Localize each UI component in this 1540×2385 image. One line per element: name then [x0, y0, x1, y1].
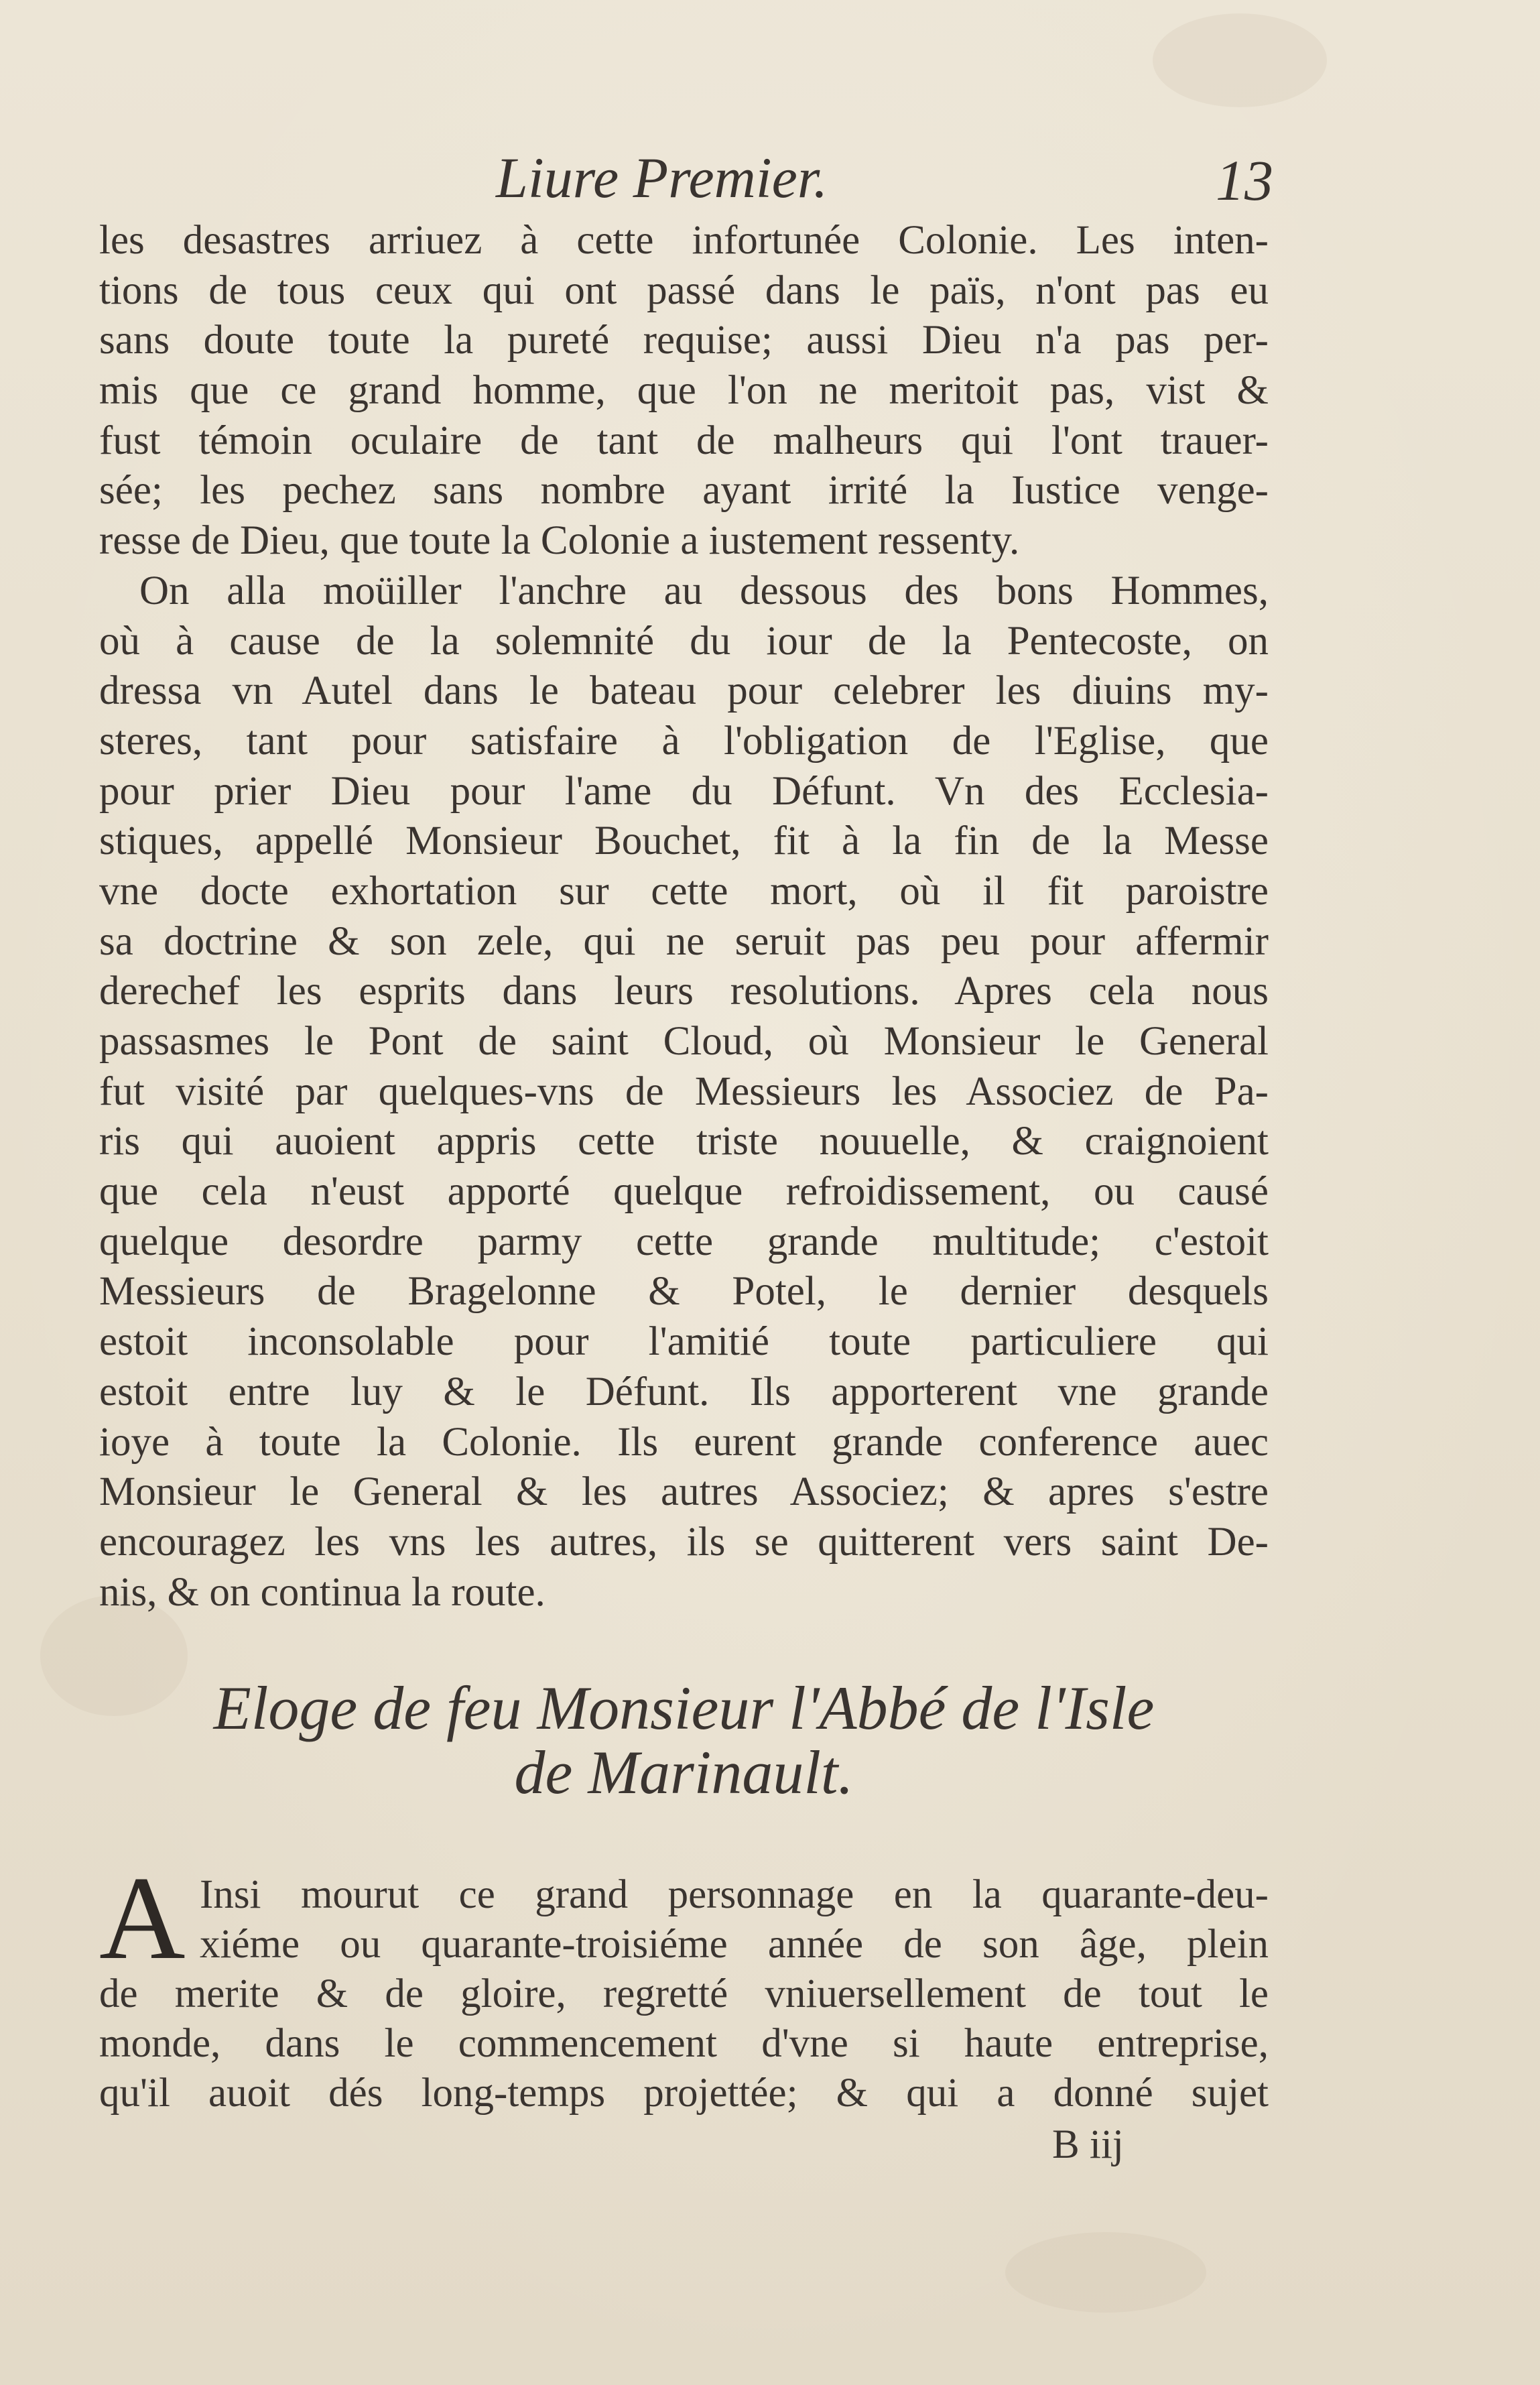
text-line: de merite & de gloire, regretté vniuersellement de tout le [99, 1971, 1269, 2016]
text-line: steres, tant pour satisfaire à l'obligation de l'Eglise, que [99, 718, 1269, 763]
text-line: tions de tous ceux qui ont passé dans le païs, n'ont pas eu [99, 267, 1269, 313]
drop-cap: A [99, 1851, 186, 1984]
text-line: dressa vn Autel dans le bateau pour celebrer les diuins my- [99, 668, 1269, 714]
text-line: sa doctrine & son zele, qui ne seruit pas peu pour affermir [99, 918, 1269, 964]
text-line: passasmes le Pont de saint Cloud, où Monsieur le General [99, 1019, 1269, 1064]
text-line: que cela n'eust apporté quelque refroidissement, ou causé [99, 1169, 1269, 1215]
text-line: Messieurs de Bragelonne & Potel, le dernier desquels [99, 1269, 1269, 1314]
text-line: ioye à toute la Colonie. Ils eurent grande conference auec [99, 1419, 1269, 1465]
text-line: où à cause de la solemnité du iour de la Pentecoste, on [99, 618, 1269, 664]
text-line: mis que ce grand homme, que l'on ne meritoit pas, vist & [99, 368, 1269, 414]
section-heading-line: de Marinault. [514, 1738, 854, 1807]
signature-mark: B iij [1052, 2122, 1124, 2167]
text-line: vne docte exhortation sur cette mort, où il fit paroistre [99, 868, 1269, 914]
text-line: On alla moüiller l'anchre au dessous des bons Hommes, [139, 568, 1269, 613]
text-line: sans doute toute la pureté requise; aussi Dieu n'a pas per- [99, 318, 1269, 363]
text-line: les desastres arriuez à cette infortunée Colonie. Les inten- [99, 218, 1269, 263]
text-line: Insi mourut ce grand personnage en la quarante-deu- [200, 1872, 1269, 1917]
closing-paragraph [99, 1851, 1269, 2118]
text-line: fut visité par quelques-vns de Messieurs les Associez de Pa- [99, 1068, 1269, 1114]
section-heading [99, 1676, 1269, 1805]
text-line: qu'il auoit dés long-temps projettée; & qui a donné sujet [99, 2071, 1269, 2116]
page-number: 13 [1216, 148, 1273, 212]
text-line: estoit entre luy & le Défunt. Ils apporterent vne grande [99, 1369, 1269, 1414]
text-line: pour prier Dieu pour l'ame du Défunt. Vn des Ecclesia- [99, 768, 1269, 814]
running-title: Liure Premier. [496, 145, 828, 210]
text-line: quelque desordre parmy cette grande multitude; c'estoit [99, 1219, 1269, 1264]
section-heading-line: Eloge de feu Monsieur l'Abbé de l'Isle [213, 1674, 1155, 1742]
paper-stain [1005, 2232, 1206, 2313]
text-line: derechef les esprits dans leurs resolutions. Apres cela nous [99, 969, 1269, 1014]
text-line: fust témoin oculaire de tant de malheurs qui l'ont trauer- [99, 418, 1269, 463]
page-header [94, 137, 1273, 211]
text-line: ris qui auoient appris cette triste nouuelle, & craignoient [99, 1119, 1269, 1164]
text-line: xiéme ou quarante-troisiéme année de son âge, plein [200, 1922, 1269, 1967]
text-line: Monsieur le General & les autres Associez; & apres s'estre [99, 1469, 1269, 1515]
text-line: nis, & on continua la route. [99, 1569, 546, 1615]
text-line: estoit inconsolable pour l'amitié toute particuliere qui [99, 1319, 1269, 1365]
text-line: stiques, appellé Monsieur Bouchet, fit à la fin de la Messe [99, 818, 1269, 864]
paper-stain [1153, 13, 1327, 107]
text-line: monde, dans le commencement d'vne si haute entreprise, [99, 2021, 1269, 2066]
body-text [99, 216, 1269, 1617]
text-line: resse de Dieu, que toute la Colonie a iustement ressenty. [99, 518, 1020, 564]
text-line: encouragez les vns les autres, ils se quitterent vers saint De- [99, 1519, 1269, 1565]
text-line: sée; les pechez sans nombre ayant irrité la Iustice venge- [99, 468, 1269, 513]
